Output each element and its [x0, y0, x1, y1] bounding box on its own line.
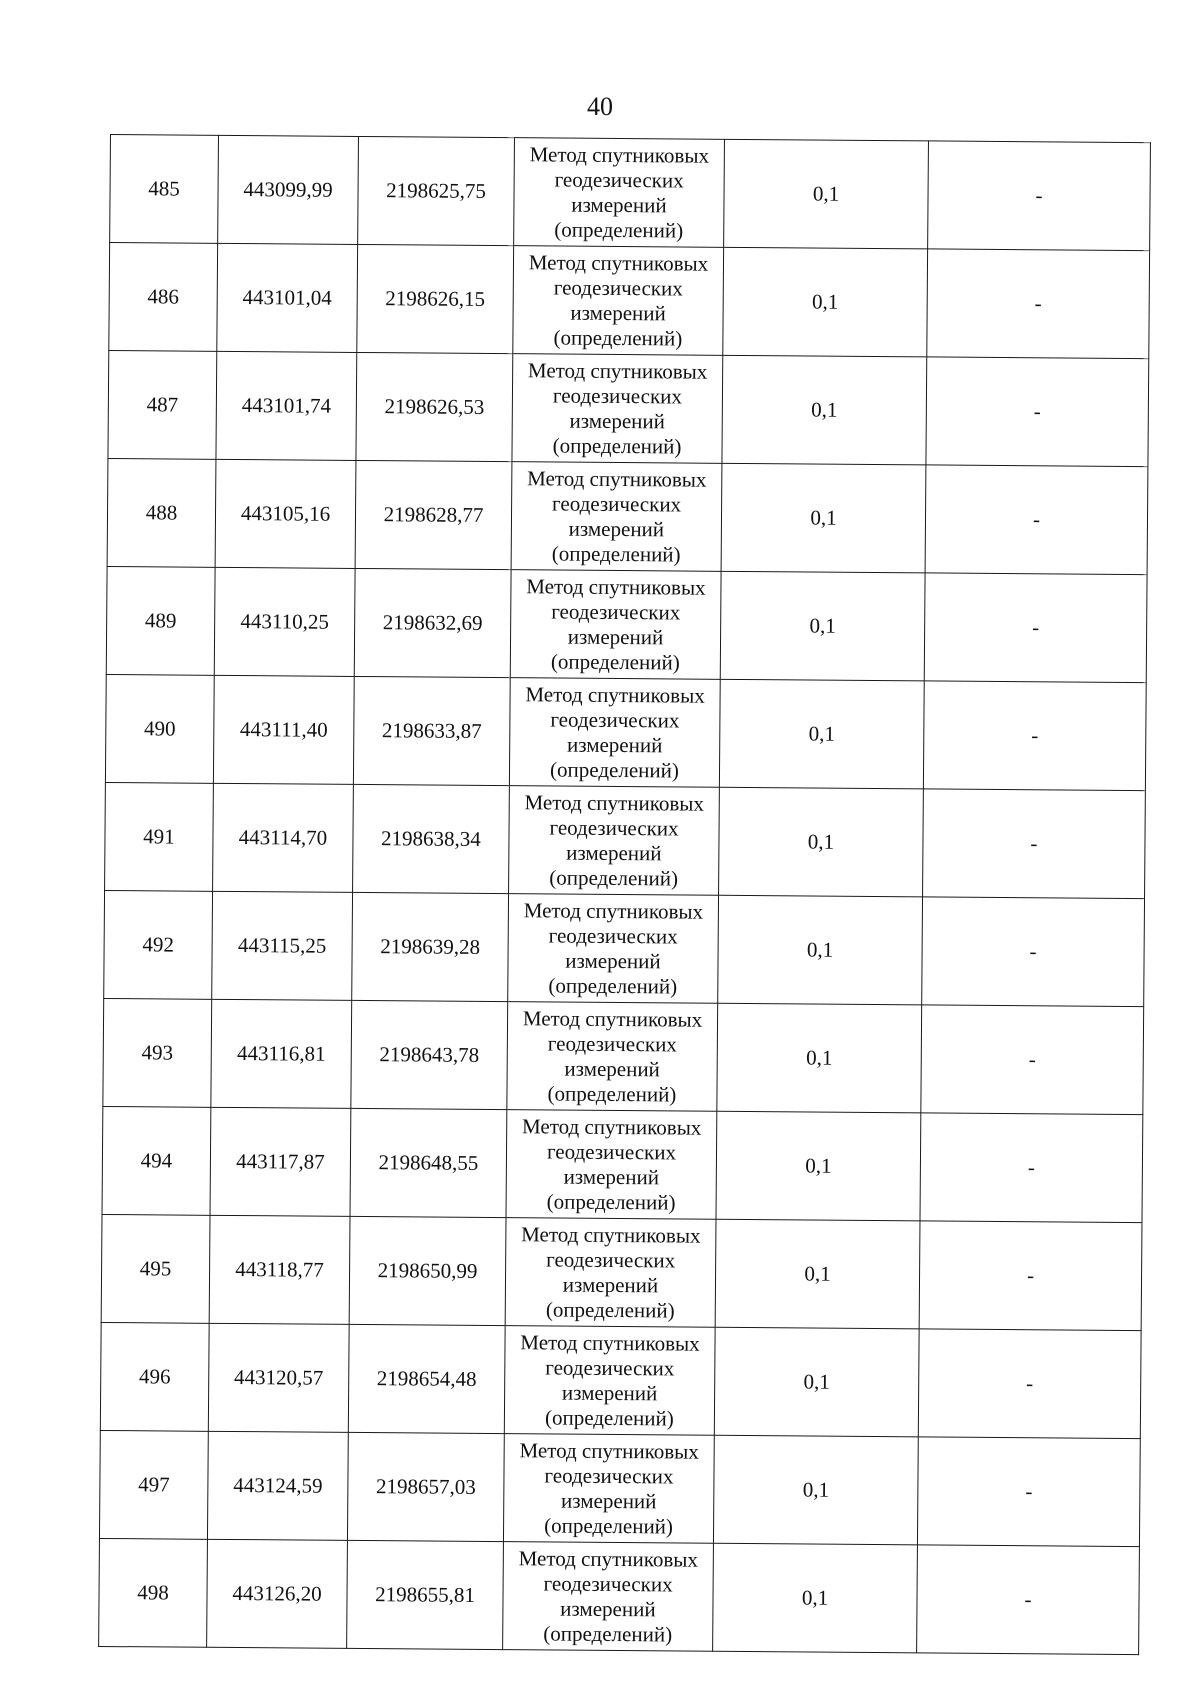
- x-coordinate-cell: 443118,77: [209, 1215, 350, 1324]
- method-cell: [507, 1002, 718, 1112]
- y-coordinate-cell: 2198638,34: [353, 784, 510, 893]
- method-line: Метод спутниковых: [518, 1545, 699, 1572]
- accuracy-cell: 0,1: [722, 355, 927, 465]
- method-line: (определений): [550, 756, 680, 782]
- method-line: Метод спутниковых: [523, 897, 704, 924]
- method-line: (определений): [546, 1188, 676, 1214]
- accuracy-cell: 0,1: [714, 1327, 919, 1437]
- x-coordinate-cell: 443110,25: [214, 567, 355, 676]
- method-line: (определений): [549, 864, 679, 890]
- description-cell: -: [920, 1113, 1143, 1223]
- point-number-cell: 498: [99, 1538, 208, 1647]
- description-cell: -: [924, 573, 1147, 683]
- method-line: геодезических: [547, 1030, 677, 1056]
- method-cell: [505, 1218, 716, 1328]
- method-line: Метод спутниковых: [525, 681, 705, 708]
- y-coordinate-cell: 2198654,48: [348, 1324, 505, 1433]
- y-coordinate-cell: 2198632,69: [354, 568, 511, 677]
- point-number-cell: 494: [102, 1106, 211, 1215]
- description-cell: -: [926, 357, 1149, 467]
- description-cell: -: [921, 1005, 1144, 1115]
- method-line: (определений): [552, 432, 682, 458]
- method-line: (определений): [551, 540, 681, 566]
- method-line: (определений): [545, 1296, 675, 1322]
- accuracy-cell: 0,1: [718, 895, 923, 1005]
- description-cell: -: [922, 897, 1145, 1007]
- method-cell: [512, 354, 723, 464]
- method-line: (определений): [544, 1512, 674, 1538]
- point-number-cell: 492: [104, 890, 213, 999]
- method-line: измерений: [561, 1380, 658, 1405]
- x-coordinate-cell: 443126,20: [207, 1539, 348, 1648]
- method-line: (определений): [543, 1620, 673, 1646]
- method-line: измерений: [571, 192, 667, 217]
- method-line: Метод спутниковых: [527, 465, 707, 492]
- y-coordinate-cell: 2198650,99: [349, 1216, 506, 1325]
- method-cell: [504, 1326, 715, 1436]
- method-line: Метод спутниковых: [526, 573, 706, 600]
- y-coordinate-cell: 2198648,55: [350, 1108, 507, 1217]
- method-line: (определений): [547, 1080, 677, 1106]
- accuracy-cell: 0,1: [720, 571, 925, 681]
- point-number-cell: 490: [105, 674, 214, 783]
- point-number-cell: 497: [99, 1430, 208, 1539]
- method-cell: [511, 462, 722, 572]
- accuracy-cell: 0,1: [721, 463, 926, 573]
- method-line: геодезических: [549, 814, 679, 840]
- description-cell: -: [917, 1545, 1140, 1655]
- page-number: 40: [587, 92, 613, 121]
- table-row: [101, 1214, 1142, 1330]
- point-number-cell: 495: [101, 1214, 210, 1323]
- x-coordinate-cell: 443114,70: [213, 783, 354, 892]
- method-line: Метод спутниковых: [527, 357, 708, 384]
- coordinates-table: [98, 134, 1151, 1655]
- method-line: Метод спутниковых: [529, 141, 710, 168]
- method-line: геодезических: [548, 922, 678, 948]
- method-line: геодезических: [544, 1462, 674, 1488]
- point-number-cell: 487: [108, 350, 217, 459]
- description-cell: -: [928, 141, 1151, 251]
- table-row: [105, 674, 1146, 790]
- method-line: измерений: [566, 840, 662, 865]
- accuracy-cell: 0,1: [716, 1111, 921, 1221]
- point-number-cell: 493: [103, 998, 212, 1107]
- x-coordinate-cell: 443101,04: [217, 243, 358, 352]
- method-line: геодезических: [546, 1246, 676, 1272]
- method-cell: [513, 246, 724, 356]
- method-line: геодезических: [550, 706, 680, 732]
- x-coordinate-cell: 443116,81: [211, 999, 352, 1108]
- method-line: Метод спутниковых: [521, 1113, 702, 1140]
- y-coordinate-cell: 2198639,28: [352, 892, 509, 1001]
- method-line: геодезических: [554, 166, 684, 193]
- table-row: [100, 1322, 1141, 1438]
- table-row: [105, 782, 1146, 898]
- y-coordinate-cell: 2198655,81: [347, 1540, 504, 1649]
- x-coordinate-cell: 443111,40: [213, 675, 354, 784]
- description-cell: -: [919, 1221, 1142, 1331]
- x-coordinate-cell: 443101,74: [216, 351, 357, 460]
- method-line: геодезических: [551, 598, 681, 624]
- method-line: измерений: [565, 948, 661, 973]
- method-cell: [503, 1434, 714, 1544]
- point-number-cell: 486: [109, 243, 218, 352]
- method-cell: [509, 786, 720, 896]
- method-line: (определений): [548, 972, 678, 998]
- method-line: (определений): [554, 216, 684, 243]
- point-number-cell: 496: [100, 1322, 209, 1431]
- method-line: Метод спутниковых: [524, 789, 705, 816]
- x-coordinate-cell: 443117,87: [210, 1107, 351, 1216]
- y-coordinate-cell: 2198625,75: [358, 136, 515, 245]
- x-coordinate-cell: 443124,59: [207, 1431, 348, 1540]
- method-line: геодезических: [552, 490, 682, 516]
- point-number-cell: 485: [110, 135, 219, 244]
- method-line: (определений): [544, 1404, 674, 1430]
- table-row: [104, 890, 1145, 1006]
- method-line: измерений: [570, 300, 666, 325]
- method-line: геодезических: [543, 1570, 673, 1596]
- y-coordinate-cell: 2198626,15: [357, 244, 514, 353]
- description-cell: -: [918, 1329, 1141, 1439]
- method-line: геодезических: [545, 1354, 675, 1380]
- accuracy-cell: 0,1: [719, 679, 924, 789]
- method-line: измерений: [563, 1164, 660, 1189]
- method-line: измерений: [564, 1056, 660, 1081]
- table-row: [106, 566, 1147, 682]
- accuracy-cell: 0,1: [719, 787, 924, 897]
- table-row: [107, 458, 1148, 574]
- description-cell: -: [925, 465, 1148, 575]
- table-row: [108, 350, 1149, 466]
- point-number-cell: 489: [106, 566, 215, 675]
- method-cell: [510, 570, 721, 680]
- description-cell: -: [917, 1437, 1140, 1547]
- accuracy-cell: 0,1: [713, 1435, 918, 1545]
- method-line: измерений: [560, 1596, 656, 1621]
- method-line: геодезических: [546, 1138, 677, 1164]
- method-line: Метод спутниковых: [522, 1005, 703, 1032]
- method-cell: [509, 678, 720, 788]
- x-coordinate-cell: 443115,25: [212, 891, 353, 1000]
- method-line: измерений: [568, 516, 665, 541]
- accuracy-cell: 0,1: [723, 247, 928, 357]
- description-cell: -: [923, 789, 1146, 899]
- method-line: геодезических: [553, 274, 683, 301]
- method-line: (определений): [553, 324, 683, 351]
- method-line: измерений: [560, 1488, 657, 1513]
- x-coordinate-cell: 443099,99: [218, 135, 359, 244]
- method-line: измерений: [562, 1272, 659, 1297]
- accuracy-cell: 0,1: [724, 139, 929, 249]
- table-row: [99, 1430, 1140, 1546]
- method-cell: [506, 1110, 717, 1220]
- method-line: (определений): [550, 648, 680, 674]
- y-coordinate-cell: 2198633,87: [353, 676, 510, 785]
- x-coordinate-cell: 443120,57: [208, 1323, 349, 1432]
- accuracy-cell: 0,1: [717, 1003, 922, 1113]
- method-line: измерений: [569, 408, 666, 433]
- description-cell: -: [923, 681, 1146, 791]
- table-row: [103, 998, 1144, 1114]
- point-number-cell: 488: [107, 458, 216, 567]
- description-cell: -: [927, 249, 1150, 359]
- method-line: измерений: [566, 732, 663, 757]
- table-body: [99, 135, 1151, 1655]
- method-line: Метод спутниковых: [528, 249, 709, 276]
- table-row: [102, 1106, 1143, 1222]
- method-cell: [514, 138, 725, 248]
- y-coordinate-cell: 2198628,77: [355, 460, 512, 569]
- accuracy-cell: 0,1: [715, 1219, 920, 1329]
- method-line: измерений: [567, 624, 664, 649]
- y-coordinate-cell: 2198626,53: [356, 352, 513, 461]
- y-coordinate-cell: 2198657,03: [347, 1432, 504, 1541]
- method-line: Метод спутниковых: [520, 1329, 700, 1356]
- method-line: Метод спутниковых: [519, 1437, 699, 1464]
- method-line: Метод спутниковых: [521, 1221, 701, 1248]
- point-number-cell: 491: [105, 782, 214, 891]
- method-cell: [508, 894, 719, 1004]
- table-row: [110, 135, 1151, 251]
- method-line: геодезических: [552, 382, 683, 408]
- table-row: [99, 1538, 1140, 1654]
- method-cell: [503, 1542, 714, 1652]
- accuracy-cell: 0,1: [713, 1543, 918, 1653]
- x-coordinate-cell: 443105,16: [215, 459, 356, 568]
- y-coordinate-cell: 2198643,78: [351, 1000, 508, 1109]
- table-row: [109, 243, 1150, 359]
